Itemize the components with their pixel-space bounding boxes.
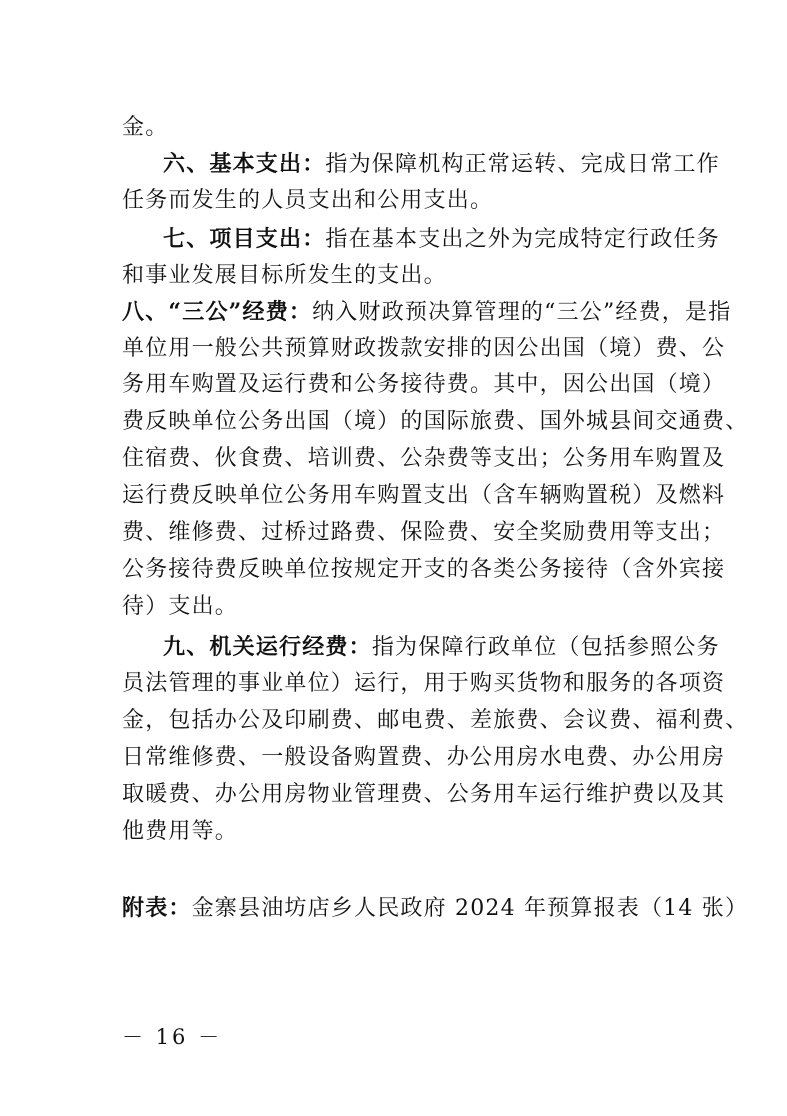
text-line [122,817,238,847]
line-text: 指在基本支出之外为完成特定行政任务 [325,227,720,252]
text-line [122,706,748,736]
section-heading: 九、机关运行经费： [163,634,372,660]
section-nine-heading-line [163,632,720,663]
text-line [122,592,238,622]
line-text: 他费用等。 [122,819,239,844]
line-text: 运行费反映单位公务用车购置支出（含车辆购置税）及燃料 [122,483,726,508]
section-six-heading-line [163,149,720,180]
text-line [122,555,725,585]
text-line [122,370,725,400]
text-line [122,444,725,474]
line-text: 待）支出。 [122,594,239,619]
section-heading: 七、项目支出： [163,226,326,252]
line-text: 指为保障行政单位（包括参照公务 [371,635,720,660]
line-text: 务用车购置及运行费和公务接待费。其中，因公出国（境） [122,372,726,397]
text-line [122,113,168,143]
text-line [122,186,493,216]
line-text: 金，包括办公及印刷费、邮电费、差旅费、会议费、福利费、 [122,708,749,733]
line-text: 任务而发生的人员支出和公用支出。 [122,188,494,213]
line-text: 金。 [122,115,169,140]
attachment-line [122,893,748,924]
line-text: 费、维修费、过桥过路费、保险费、安全奖励费用等支出； [122,520,726,545]
line-text: 单位用一般公共预算财政拨款安排的因公出国（境）费、公 [122,336,726,361]
text-line [122,669,725,699]
section-heading: 六、基本支出： [163,151,326,177]
line-text: 公务接待费反映单位按规定开支的各类公务接待（含外宾接 [122,557,726,582]
text-line [122,481,725,511]
attachment-heading: 附表： [122,895,192,921]
line-text: 纳入财政预决算管理的“三公”经费，是指 [312,300,732,325]
text-line [122,261,447,291]
line-text: 日常维修费、一般设备购置费、办公用房水电费、办公用房 [122,745,726,770]
page-number: － 16 － [122,1025,223,1049]
line-text: 和事业发展目标所发生的支出。 [122,263,447,288]
line-text: 取暖费、办公用房物业管理费、公务用车运行维护费以及其 [122,782,726,807]
attachment-text: 金寨县油坊店乡人民政府 2024 年预算报表（14 张） [191,896,749,921]
line-text: 费反映单位公务出国（境）的国际旅费、国外城县间交通费、 [122,409,749,434]
text-line [122,334,725,364]
line-text: 指为保障机构正常运转、完成日常工作 [325,152,720,177]
section-eight-heading-line [122,297,731,328]
text-line [122,518,725,548]
line-text: 员法管理的事业单位）运行，用于购买货物和服务的各项资 [122,671,726,696]
text-line [122,780,725,810]
text-line [122,743,725,773]
section-seven-heading-line [163,224,720,255]
text-line [122,407,748,437]
line-text: 住宿费、伙食费、培训费、公杂费等支出；公务用车购置及 [122,446,726,471]
section-heading: 八、“三公”经费： [122,299,313,325]
